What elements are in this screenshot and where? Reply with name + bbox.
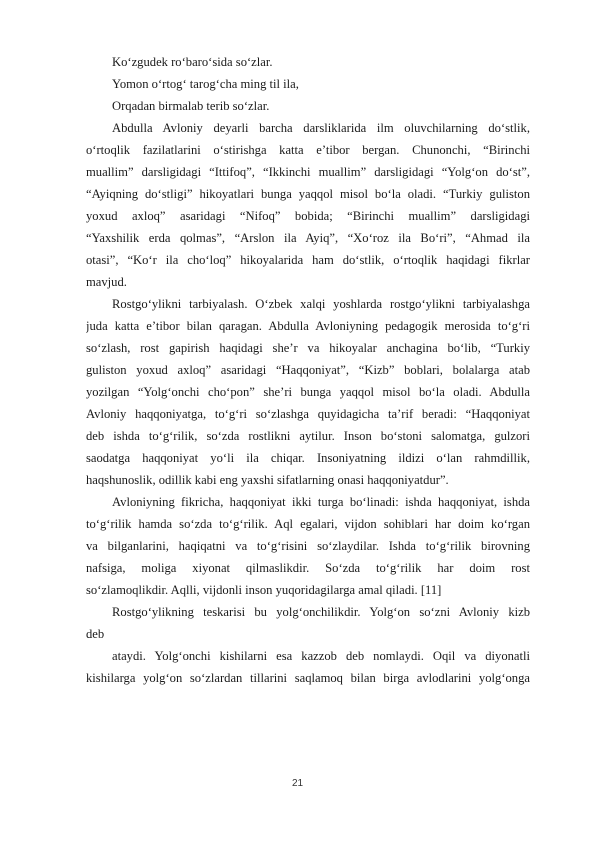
paragraph-line: so‘zlamoqlikdir. Aqlli, vijdonli inson yuqoridagilarga amal qiladi. [11] [86,583,442,597]
paragraph-line: va bilganlarini, haqiqatni va to‘g‘risini so‘zlaydilar. Ishda to‘g‘rilik birovning [86,539,530,553]
paragraph-line: juda katta e’tibor bilan qaragan. Abdulla Avloniyning pedagogik merosida to‘g‘ri [86,319,530,333]
paragraph-line: Avloniy haqqoniyatga, to‘g‘ri so‘zlashga quyidagicha ta’rif beradi: “Haqqoniyat [86,407,530,421]
paragraph-line: Rostgo‘ylikni tarbiyalash. O‘zbek xalqi yoshlarda rostgo‘ylikni tarbiyalashga [112,297,530,311]
paragraph-line: muallim” darsligidagi “Ittifoq”, “Ikkinchi muallim” darsligidagi “Yolg‘on do‘st”, [86,165,530,179]
paragraph-line: haqshunoslik, odillik kabi eng yaxshi sifatlarning onasi haqqoniyatdur”. [86,473,449,487]
paragraph-line: guliston yoxud axloq” asaridagi “Haqqoniyat”, “Kizb” boblari, bolalarga atab [86,363,530,377]
paragraph-line: Avloniyning fikricha, haqqoniyat ikki turga bo‘linadi: ishda haqqoniyat, ishda [112,495,530,509]
paragraph-line: yozilgan “Yolg‘onchi cho‘pon” she’ri bunga yaqqol misol bo‘la oladi. Abdulla [86,385,530,399]
document-body [86,51,530,689]
page-number: 21 [291,778,304,789]
poem-line-1: Ko‘zgudek ro‘baro‘sida so‘zlar. [112,55,273,69]
paragraph-line: deb ishda to‘g‘rilik, so‘zda rostlikni aytilur. Inson bo‘stoni salomatga, gulzori [86,429,530,443]
paragraph-line: nafsiga, moliga xiyonat qilmaslikdir. So‘zda to‘g‘rilik har doim rost [86,561,530,575]
poem-line-2: Yomon o‘rtog‘ tarog‘cha ming til ila, [112,77,299,91]
paragraph-line: otasi”, “Ko‘r ila cho‘loq” hikoyalarida ham do‘stlik, o‘rtoqlik haqidagi fikrlar [86,253,530,267]
paragraph-line: saodatga haqqoniyat yo‘li ila chiqar. Insoniyatning ildizi o‘lan rahmdillik, [86,451,530,465]
paragraph-line: Abdulla Avloniy deyarli barcha darsliklarida ilm oluvchilarning do‘stlik, [112,121,530,135]
paragraph-line: Rostgo‘ylikning teskarisi bu yolg‘onchilikdir. Yolg‘on so‘zni Avloniy kizb [112,605,530,619]
paragraph-line: deb [86,627,105,641]
paragraph-line: “Ayiqning do‘stligi” hikoyatlari bunga yaqqol misol bo‘la oladi. “Turkiy guliston [86,187,530,201]
paragraph-line: so‘zlash, rost gapirish haqidagi she’r va hikoyalar anchagina bo‘lib, “Turkiy [86,341,530,355]
paragraph-line: ataydi. Yolg‘onchi kishilarni esa kazzob deb nomlaydi. Oqil va diyonatli [112,649,530,663]
paragraph-line: yoxud axloq” asaridagi “Nifoq” bobida; “Birinchi muallim” darsligidagi [86,209,530,223]
paragraph-line: to‘g‘rilik hamda so‘zda to‘g‘rilik. Aql egalari, vijdon sohiblari har doim ko‘rgan [86,517,530,531]
paragraph-line: o‘rtoqlik fazilatlarini o‘stirishga katta e’tibor bergan. Chunonchi, “Birinchi [86,143,530,157]
paragraph-line: kishilarga yolg‘on so‘zlardan tillarini saqlamoq bilan birga avlodlarini yolg‘onga [86,671,530,685]
paragraph-line: mavjud. [86,275,127,289]
poem-line-3: Orqadan birmalab terib so‘zlar. [112,99,270,113]
paragraph-line: “Yaxshilik erda qolmas”, “Arslon ila Ayiq”, “Xo‘roz ila Bo‘ri”, “Ahmad ila [86,231,530,245]
